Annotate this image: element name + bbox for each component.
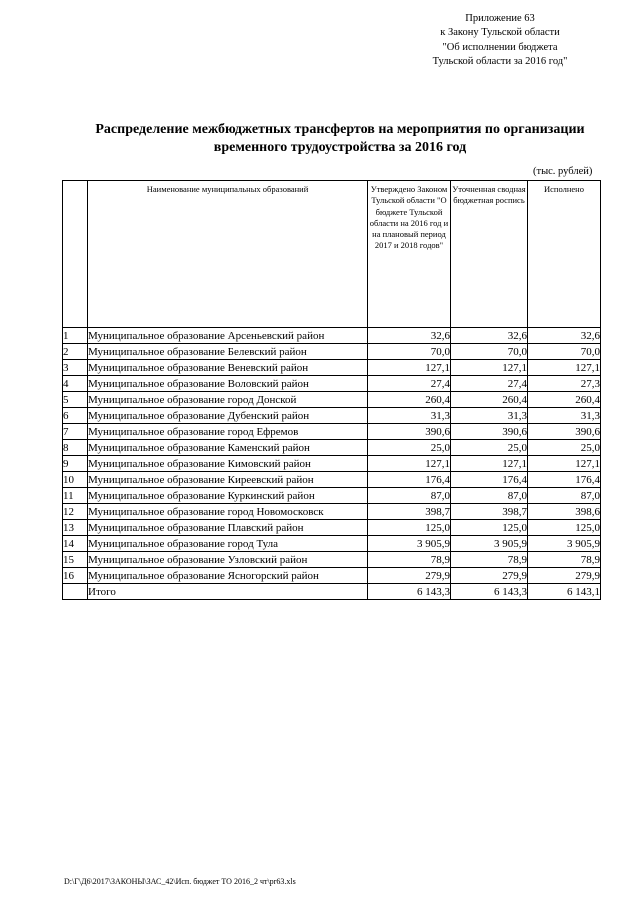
row-number: 5	[63, 392, 88, 408]
table-row	[63, 488, 601, 504]
row-number: 7	[63, 424, 88, 440]
executed-value: 70,0	[528, 344, 601, 360]
appendix-line: Тульской области за 2016 год"	[432, 55, 568, 67]
appendix-header	[400, 12, 600, 69]
executed-value: 176,4	[528, 472, 601, 488]
executed-value: 127,1	[528, 456, 601, 472]
approved-value: 25,0	[368, 440, 451, 456]
row-number: 2	[63, 344, 88, 360]
executed-value: 31,3	[528, 408, 601, 424]
table-row	[63, 408, 601, 424]
total-number-cell	[63, 584, 88, 600]
table-row	[63, 360, 601, 376]
revised-value: 70,0	[451, 344, 528, 360]
revised-value: 127,1	[451, 456, 528, 472]
municipality-name: Муниципальное образование Арсеньевский район	[88, 328, 368, 344]
approved-value: 3 905,9	[368, 536, 451, 552]
approved-value: 31,3	[368, 408, 451, 424]
approved-value: 78,9	[368, 552, 451, 568]
municipality-name: Муниципальное образование Веневский район	[88, 360, 368, 376]
approved-value: 127,1	[368, 360, 451, 376]
executed-value: 87,0	[528, 488, 601, 504]
header-revised: Уточненная сводная бюджетная роспись	[451, 181, 528, 328]
appendix-line: "Об исполнении бюджета	[442, 41, 558, 53]
approved-value: 125,0	[368, 520, 451, 536]
approved-value: 260,4	[368, 392, 451, 408]
row-number: 6	[63, 408, 88, 424]
executed-value: 27,3	[528, 376, 601, 392]
approved-value: 279,9	[368, 568, 451, 584]
table-row	[63, 552, 601, 568]
total-executed: 6 143,1	[528, 584, 601, 600]
document-title	[60, 121, 620, 157]
table-row	[63, 392, 601, 408]
revised-value: 31,3	[451, 408, 528, 424]
approved-value: 32,6	[368, 328, 451, 344]
municipality-name: Муниципальное образование Киреевский район	[88, 472, 368, 488]
row-number: 8	[63, 440, 88, 456]
row-number: 13	[63, 520, 88, 536]
revised-value: 260,4	[451, 392, 528, 408]
municipality-name: Муниципальное образование город Донской	[88, 392, 368, 408]
row-number: 9	[63, 456, 88, 472]
municipality-name: Муниципальное образование Каменский район	[88, 440, 368, 456]
units-label: (тыс. рублей)	[533, 166, 593, 177]
municipality-name: Муниципальное образование Куркинский район	[88, 488, 368, 504]
revised-value: 27,4	[451, 376, 528, 392]
executed-value: 78,9	[528, 552, 601, 568]
municipality-name: Муниципальное образование город Тула	[88, 536, 368, 552]
municipality-name: Муниципальное образование Воловский район	[88, 376, 368, 392]
revised-value: 176,4	[451, 472, 528, 488]
municipality-name: Муниципальное образование город Новомосковск	[88, 504, 368, 520]
revised-value: 125,0	[451, 520, 528, 536]
approved-value: 127,1	[368, 456, 451, 472]
row-number: 14	[63, 536, 88, 552]
total-row	[63, 584, 601, 600]
table-row	[63, 344, 601, 360]
row-number: 15	[63, 552, 88, 568]
table-row	[63, 568, 601, 584]
executed-value: 32,6	[528, 328, 601, 344]
appendix-line: к Закону Тульской области	[440, 27, 560, 39]
header-num	[63, 181, 88, 328]
row-number: 12	[63, 504, 88, 520]
executed-value: 279,9	[528, 568, 601, 584]
table-row	[63, 424, 601, 440]
row-number: 4	[63, 376, 88, 392]
row-number: 16	[63, 568, 88, 584]
title-line-1: Распределение межбюджетных трансфертов на мероприятия по организации	[95, 122, 585, 137]
file-path-footer: D:\Г\Д6\2017\ЗАКОНЫ\ЗАС_42\Исп. бюджет ТО 2016_2 чт\pr63.xls	[64, 877, 296, 886]
row-number: 11	[63, 488, 88, 504]
revised-value: 87,0	[451, 488, 528, 504]
table-row	[63, 472, 601, 488]
revised-value: 390,6	[451, 424, 528, 440]
revised-value: 78,9	[451, 552, 528, 568]
executed-value: 398,6	[528, 504, 601, 520]
table-body	[63, 328, 601, 600]
executed-value: 260,4	[528, 392, 601, 408]
row-number: 3	[63, 360, 88, 376]
transfers-table	[62, 180, 601, 600]
executed-value: 390,6	[528, 424, 601, 440]
total-label: Итого	[88, 584, 368, 600]
revised-value: 398,7	[451, 504, 528, 520]
table-row	[63, 376, 601, 392]
approved-value: 390,6	[368, 424, 451, 440]
approved-value: 27,4	[368, 376, 451, 392]
executed-value: 127,1	[528, 360, 601, 376]
approved-value: 398,7	[368, 504, 451, 520]
header-name: Наименование муниципальных образований	[88, 181, 368, 328]
table-row	[63, 328, 601, 344]
revised-value: 32,6	[451, 328, 528, 344]
approved-value: 70,0	[368, 344, 451, 360]
municipality-name: Муниципальное образование Узловский район	[88, 552, 368, 568]
table-row	[63, 456, 601, 472]
municipality-name: Муниципальное образование город Ефремов	[88, 424, 368, 440]
row-number: 10	[63, 472, 88, 488]
revised-value: 25,0	[451, 440, 528, 456]
municipality-name: Муниципальное образование Плавский район	[88, 520, 368, 536]
title-line-2: временного трудоустройства за 2016 год	[213, 140, 467, 155]
table-row	[63, 504, 601, 520]
approved-value: 87,0	[368, 488, 451, 504]
revised-value: 127,1	[451, 360, 528, 376]
total-revised: 6 143,3	[451, 584, 528, 600]
table-header-row	[63, 181, 601, 328]
municipality-name: Муниципальное образование Дубенский район	[88, 408, 368, 424]
row-number: 1	[63, 328, 88, 344]
total-approved: 6 143,3	[368, 584, 451, 600]
table-row	[63, 440, 601, 456]
executed-value: 3 905,9	[528, 536, 601, 552]
municipality-name: Муниципальное образование Ясногорский район	[88, 568, 368, 584]
approved-value: 176,4	[368, 472, 451, 488]
executed-value: 125,0	[528, 520, 601, 536]
municipality-name: Муниципальное образование Белевский район	[88, 344, 368, 360]
municipality-name: Муниципальное образование Кимовский район	[88, 456, 368, 472]
header-executed: Исполнено	[528, 181, 601, 328]
table-row	[63, 520, 601, 536]
appendix-line: Приложение 63	[465, 13, 535, 24]
executed-value: 25,0	[528, 440, 601, 456]
revised-value: 3 905,9	[451, 536, 528, 552]
header-approved: Утверждено Законом Тульской области "О бюджете Тульской области на 2016 год и на плановый период 2017 и 2018 годов"	[368, 181, 451, 328]
table-row	[63, 536, 601, 552]
revised-value: 279,9	[451, 568, 528, 584]
